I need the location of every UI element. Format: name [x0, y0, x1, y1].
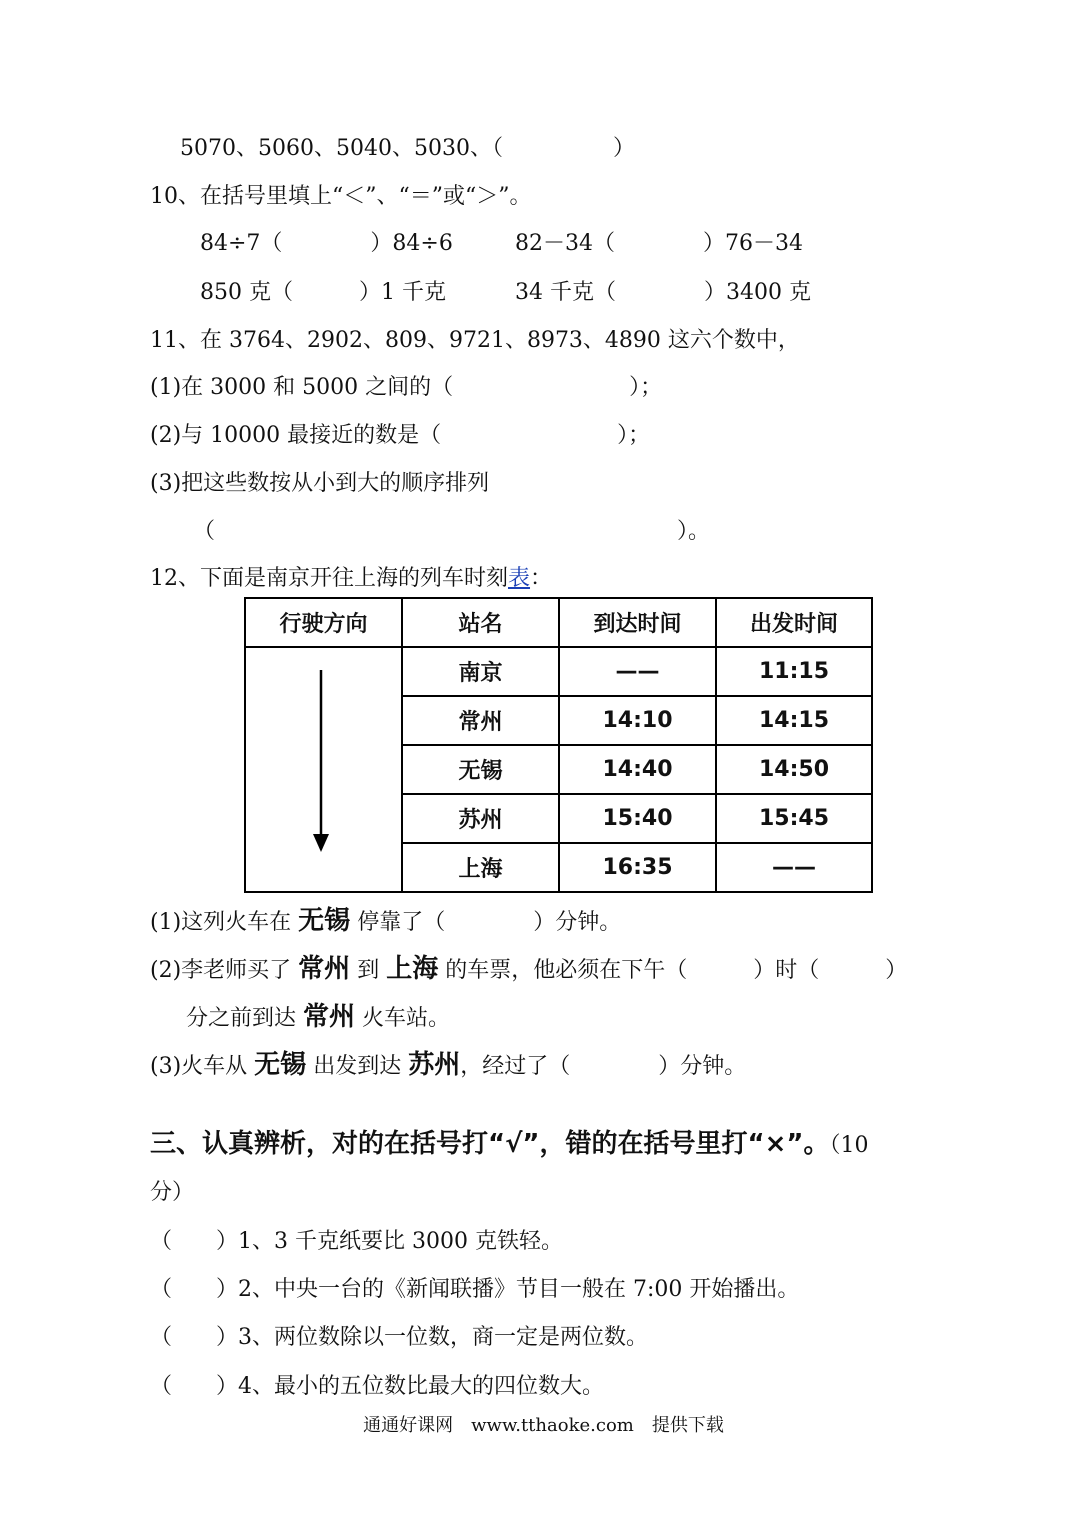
- section-3-heading: [150, 1131, 868, 1157]
- down-arrow-icon: [246, 648, 401, 893]
- depart-time: ——: [716, 843, 872, 892]
- q10-compare-4: 34 千克（ ）3400 克: [515, 280, 811, 305]
- sub-2-text-c: 的车票，他必须在下午（ ）时（ ）: [445, 958, 908, 983]
- direction-cell: [245, 647, 402, 892]
- judge-item-3: （ ）3、两位数除以一位数，商一定是两位数。: [150, 1325, 648, 1350]
- table-row: [245, 647, 872, 696]
- q9-sequence-line: 5070、5060、5040、5030、（ ）: [180, 136, 635, 161]
- sub-2-text-a: (2)李老师买了: [150, 958, 292, 983]
- header-direction: 行驶方向: [245, 598, 402, 647]
- sub-2-city-2: 上海: [386, 954, 439, 984]
- sub-2-text-e: 火车站。: [362, 1006, 451, 1031]
- arrive-time: ——: [559, 647, 716, 696]
- table-header-row: [245, 598, 872, 647]
- depart-time: 14:50: [716, 745, 872, 794]
- q12-sub-2-cont: [186, 1004, 450, 1030]
- sub-2-city-1: 常州: [298, 954, 351, 984]
- judge-item-4: （ ）4、最小的五位数比最大的四位数大。: [150, 1374, 604, 1399]
- station-name: 南京: [402, 647, 559, 696]
- section-3-title: 三、认真辨析，对的在括号打“√”，错的在括号里打“×”。: [150, 1129, 830, 1159]
- judge-item-1: （ ）1、3 千克纸要比 3000 克铁轻。: [150, 1229, 563, 1254]
- q11-part-2: (2)与 10000 最接近的数是（ ）；: [150, 423, 651, 448]
- q12-title-suffix: ：: [530, 566, 553, 591]
- station-name: 上海: [402, 843, 559, 892]
- sub-1-city: 无锡: [298, 906, 351, 936]
- depart-time: 15:45: [716, 794, 872, 843]
- section-3-score-b: 分）: [150, 1180, 195, 1205]
- sub-3-text-c: ，经过了（ ）分钟。: [460, 1054, 747, 1079]
- header-arrive: 到达时间: [559, 598, 716, 647]
- station-name: 无锡: [402, 745, 559, 794]
- sub-2-city-3: 常州: [303, 1002, 356, 1032]
- depart-time: 14:15: [716, 696, 872, 745]
- sub-1-text-a: (1)这列火车在: [150, 910, 292, 935]
- arrive-time: 14:10: [559, 696, 716, 745]
- q10-compare-3: 850 克（ ）1 千克: [200, 280, 446, 305]
- sub-3-city-1: 无锡: [254, 1050, 307, 1080]
- sub-3-text-b: 出发到达: [313, 1054, 402, 1079]
- station-name: 常州: [402, 696, 559, 745]
- arrive-time: 16:35: [559, 843, 716, 892]
- q12-title: [150, 568, 552, 590]
- page-footer: 通通好课网 www.tthaoke.com 提供下载: [363, 1415, 724, 1436]
- station-name: 苏州: [402, 794, 559, 843]
- sub-1-text-b: 停靠了（ ）分钟。: [357, 910, 622, 935]
- q11-part-3: (3)把这些数按从小到大的顺序排列: [150, 471, 490, 496]
- q10-compare-2: 82－34（ ）76－34: [515, 231, 803, 256]
- q10-title: 10、在括号里填上“＜”、“＝”或“＞”。: [150, 184, 532, 209]
- q12-sub-3: [150, 1052, 746, 1078]
- arrive-time: 15:40: [559, 794, 716, 843]
- header-depart: 出发时间: [716, 598, 872, 647]
- q12-sub-2: [150, 956, 907, 982]
- header-station: 站名: [402, 598, 559, 647]
- q11-part-3-blank: （ ）。: [193, 519, 711, 544]
- q12-sub-1: [150, 908, 621, 934]
- depart-time: 11:15: [716, 647, 872, 696]
- sub-3-city-2: 苏州: [408, 1050, 461, 1080]
- q12-title-link[interactable]: 表: [508, 566, 531, 591]
- sub-3-text-a: (3)火车从: [150, 1054, 248, 1079]
- q10-compare-1: 84÷7（ ）84÷6: [200, 231, 453, 256]
- judge-item-2: （ ）2、中央一台的《新闻联播》节目一般在 7:00 开始播出。: [150, 1277, 800, 1302]
- sub-2-text-b: 到: [357, 958, 380, 983]
- q11-title: 11、在 3764、2902、809、9721、8973、4890 这六个数中，: [150, 328, 800, 353]
- sub-2-text-d: 分之前到达: [186, 1006, 297, 1031]
- section-3-score-a: （10: [829, 1133, 869, 1158]
- arrive-time: 14:40: [559, 745, 716, 794]
- train-timetable: [244, 597, 873, 893]
- q12-title-text: 12、下面是南京开往上海的列车时刻: [150, 566, 508, 591]
- q11-part-1: (1)在 3000 和 5000 之间的（ ）；: [150, 375, 663, 400]
